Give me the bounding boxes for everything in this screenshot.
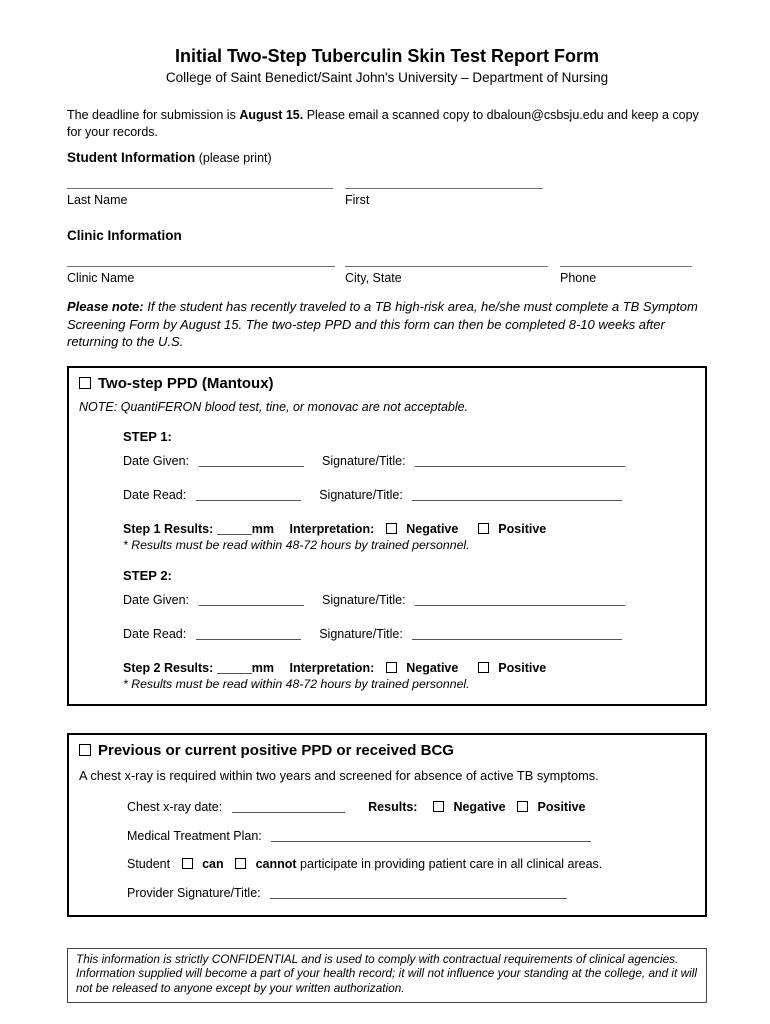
xray-positive-checkbox[interactable] [517,801,528,812]
step2-positive-checkbox[interactable] [478,662,489,673]
previous-ppd-title-text: Previous or current positive PPD or received BCG [98,741,454,759]
student-participation-label: Student [127,856,171,871]
mm-unit-label: mm [251,521,275,536]
clinic-fields-row [67,266,707,286]
step2-date-given-line[interactable] [199,593,304,606]
deadline-text-pre: The deadline for submission is [67,108,240,122]
step2-positive-label: Positive [498,660,547,675]
provider-signature-row [127,885,695,901]
step1-negative-checkbox[interactable] [386,523,397,534]
deadline-text-post: Please email a scanned copy to dbaloun@csbsju.edu and keep a copy for your records. [67,108,699,139]
clinic-name-input-line[interactable] [67,266,335,267]
travel-note-lead: Please note: [67,299,144,314]
clinic-name-label: Clinic Name [67,271,135,285]
step2-negative-checkbox[interactable] [386,662,397,673]
interpretation-label: Interpretation: [289,660,375,675]
step2-date-given-row [123,592,695,608]
previous-ppd-fields [127,799,695,901]
date-read-label: Date Read: [123,487,187,502]
student-can-label: can [202,856,224,871]
travel-note-text: If the student has recently traveled to a TB high-risk area, he/she must complete a TB Symptom Screening Form by August 15. The two-step PPD and this form can then be completed 8-10 weeks after returning to the U.S. [67,299,698,349]
previous-ppd-box-title [79,741,695,760]
first-name-label: First [345,193,370,207]
mm-unit-label: mm [251,660,275,675]
chest-xray-row [127,799,695,815]
student-participation-suffix: participate in providing patient care in all clinical areas. [296,856,603,871]
clinic-information-heading: Clinic Information [67,228,182,243]
please-print-note: (please print) [195,151,272,165]
date-read-label: Date Read: [123,626,187,641]
phone-label: Phone [560,271,597,285]
two-step-ppd-note: NOTE: QuantiFERON blood test, tine, or monovac are not acceptable. [79,399,469,414]
two-step-ppd-checkbox[interactable] [79,377,91,389]
step2-date-read-row [123,626,695,642]
signature-title-label: Signature/Title: [319,626,403,641]
city-state-input-line[interactable] [345,266,548,267]
two-step-ppd-title-text: Two-step PPD (Mantoux) [98,374,274,392]
step2-results-row [123,660,695,676]
chest-xray-date-line[interactable] [232,800,345,813]
step1-positive-label: Positive [498,521,547,536]
clinic-name-field [67,266,335,286]
provider-signature-label: Provider Signature/Title: [127,885,261,900]
student-cannot-checkbox[interactable] [235,858,246,869]
signature-title-label: Signature/Title: [319,487,403,502]
treatment-plan-label: Medical Treatment Plan: [127,828,262,843]
step1-date-given-line[interactable] [199,454,304,467]
student-information-heading-text: Student Information [67,150,196,165]
step1-heading: STEP 1: [123,428,172,444]
phone-input-line[interactable] [560,266,692,267]
xray-negative-label: Negative [453,799,506,814]
xray-negative-checkbox[interactable] [433,801,444,812]
student-name-fields-row [67,188,707,208]
signature-title-label: Signature/Title: [321,592,406,607]
previous-ppd-intro: A chest x-ray is required within two years and screened for absence of active TB symptoms. [79,767,599,783]
step1-date-read-line[interactable] [196,488,301,501]
city-state-field [345,266,548,286]
previous-ppd-box [67,733,707,917]
date-given-label: Date Given: [123,453,190,468]
step1-section [123,429,695,692]
previous-ppd-checkbox[interactable] [79,744,91,756]
interpretation-label: Interpretation: [289,521,375,536]
provider-signature-line[interactable] [270,886,567,899]
xray-results-label: Results: [368,799,418,814]
step2-read-signature-line[interactable] [412,627,622,640]
last-name-field [67,188,333,208]
city-state-label: City, State [345,271,402,285]
step2-negative-label: Negative [406,660,459,675]
student-can-checkbox[interactable] [182,858,193,869]
xray-positive-label: Positive [537,799,586,814]
step1-footnote: * Results must be read within 48-72 hours by trained personnel. [123,537,470,552]
step1-date-read-row [123,487,695,503]
step1-negative-label: Negative [406,521,459,536]
chest-xray-date-label: Chest x-ray date: [127,799,223,814]
treatment-plan-line[interactable] [271,829,591,842]
last-name-label: Last Name [67,193,128,207]
confidentiality-notice: This information is strictly CONFIDENTIAL and is used to comply with contractual requirements of clinical agencies. Information supplied will become a part of your health record; it will not influence your standing at the college, and it will not be released to anyone except by your written authorization. [67,948,707,1003]
step2-results-label: Step 2 Results: [123,660,214,675]
deadline-date: August 15. [239,108,304,122]
step1-results-label: Step 1 Results: [123,521,214,536]
date-given-label: Date Given: [123,592,190,607]
first-name-input-line[interactable] [345,188,543,189]
step2-given-signature-line[interactable] [415,593,625,606]
two-step-ppd-box [67,366,707,706]
form-title: Initial Two-Step Tuberculin Skin Test Report Form [174,46,600,66]
travel-note [67,298,707,351]
step2-date-read-line[interactable] [196,627,301,640]
deadline-note [67,107,707,141]
form-subtitle: College of Saint Benedict/Saint John's University – Department of Nursing [165,70,609,85]
first-name-field [345,188,543,208]
step1-results-row [123,521,695,537]
phone-field [560,266,692,286]
step1-positive-checkbox[interactable] [478,523,489,534]
step1-read-signature-line[interactable] [412,488,622,501]
step1-results-mm-line[interactable] [217,522,252,535]
last-name-input-line[interactable] [67,188,333,189]
step2-heading: STEP 2: [123,567,172,583]
signature-title-label: Signature/Title: [321,453,406,468]
step2-footnote: * Results must be read within 48-72 hours by trained personnel. [123,676,470,691]
step1-given-signature-line[interactable] [415,454,625,467]
student-participation-row [127,856,695,872]
student-cannot-label: cannot [255,856,297,871]
two-step-ppd-box-title [79,374,695,393]
step1-date-given-row [123,453,695,469]
step2-results-mm-line[interactable] [217,661,252,674]
treatment-plan-row [127,828,695,844]
student-information-heading [67,149,707,167]
